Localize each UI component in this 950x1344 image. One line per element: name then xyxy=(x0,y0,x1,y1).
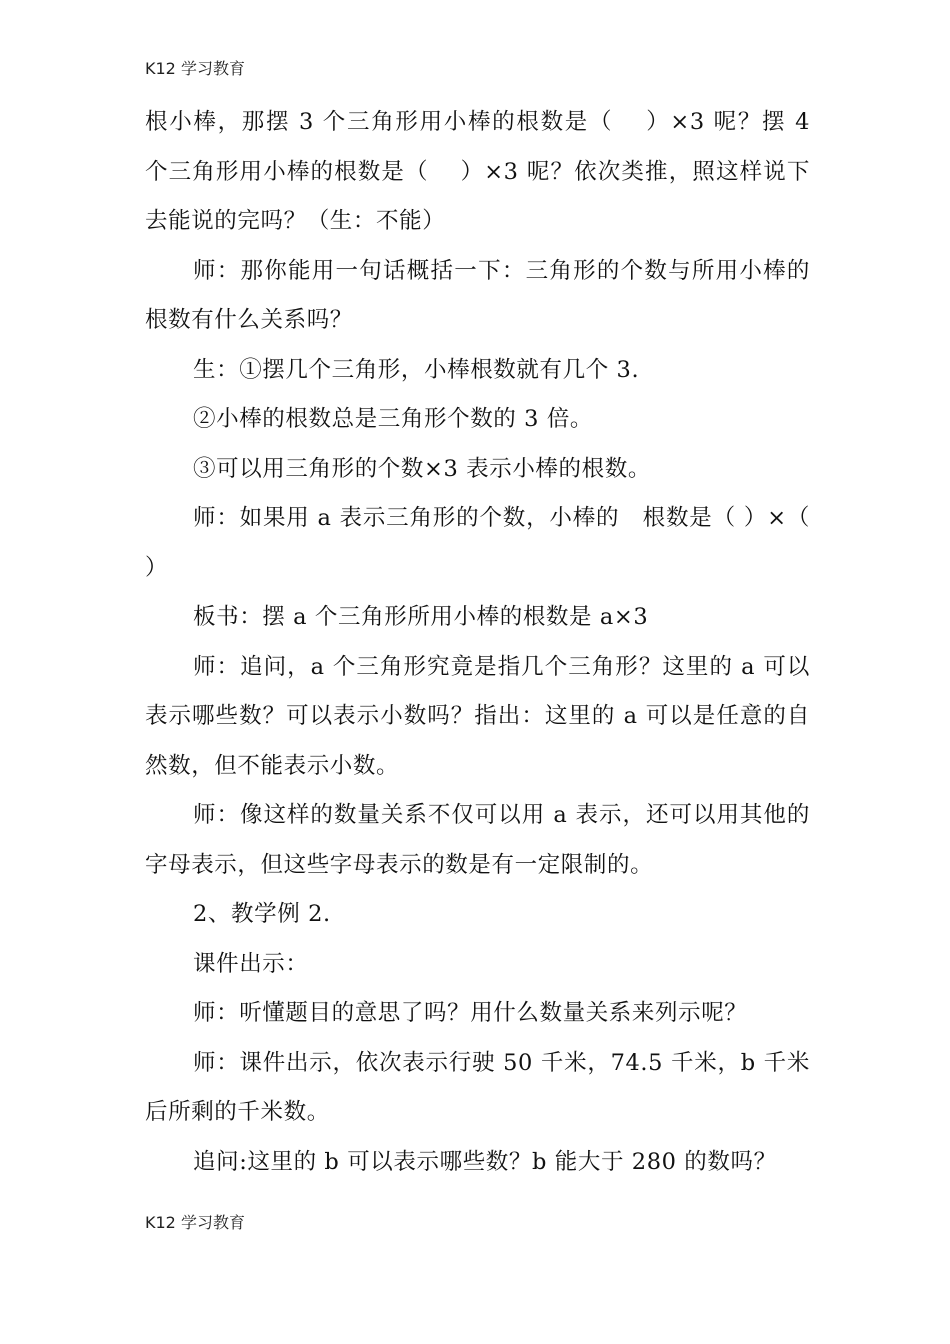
page-header: K12 学习教育 xyxy=(145,59,245,78)
paragraph: 课件出示： xyxy=(193,950,309,977)
paragraph: 师：像这样的数量关系不仅可以用 a 表示，还可以用其他的字母表示，但这些字母表示的数是有一定限制的。 xyxy=(145,802,810,878)
paragraph: 生：①摆几个三角形，小棒根数就有几个 3. xyxy=(193,356,640,383)
paragraph: 师：听懂题目的意思了吗？用什么数量关系来列示呢？ xyxy=(193,1000,748,1026)
page-footer: K12 学习教育 xyxy=(145,1213,245,1232)
paragraph: 师：课件出示，依次表示行驶 50 千米，74.5 千米，b 千米后所剩的千米数。 xyxy=(145,1049,810,1125)
paragraph: 2、教学例 2. xyxy=(193,901,331,927)
paragraph: 师：那你能用一句话概括一下：三角形的个数与所用小棒的根数有什么关系吗？ xyxy=(145,257,810,333)
body-text xyxy=(145,98,841,1187)
paragraph: 板书：摆 a 个三角形所用小棒的根数是 a×3 xyxy=(193,604,649,630)
paragraph: ③可以用三角形的个数×3 表示小棒的根数。 xyxy=(193,455,651,482)
paragraph: 师：追问，a 个三角形究竟是指几个三角形？这里的 a 可以表示哪些数？可以表示小数吗？指出：这里的 a 可以是任意的自然数，但不能表示小数。 xyxy=(145,653,810,779)
paragraph: 根小棒，那摆 3 个三角形用小棒的根数是（ ）×3 呢？摆 4 个三角形用小棒的根数是（ ）×3 呢？依次类推，照这样说下去能说的完吗？（生：不能） xyxy=(145,109,810,234)
paragraph: 师：如果用 a 表示三角形的个数，小棒的 根数是（ ）×（ ） xyxy=(145,505,841,581)
paragraph: ②小棒的根数总是三角形个数的 3 倍。 xyxy=(193,406,594,432)
paragraph: 追问:这里的 b 可以表示哪些数？b 能大于 280 的数吗？ xyxy=(193,1148,777,1175)
